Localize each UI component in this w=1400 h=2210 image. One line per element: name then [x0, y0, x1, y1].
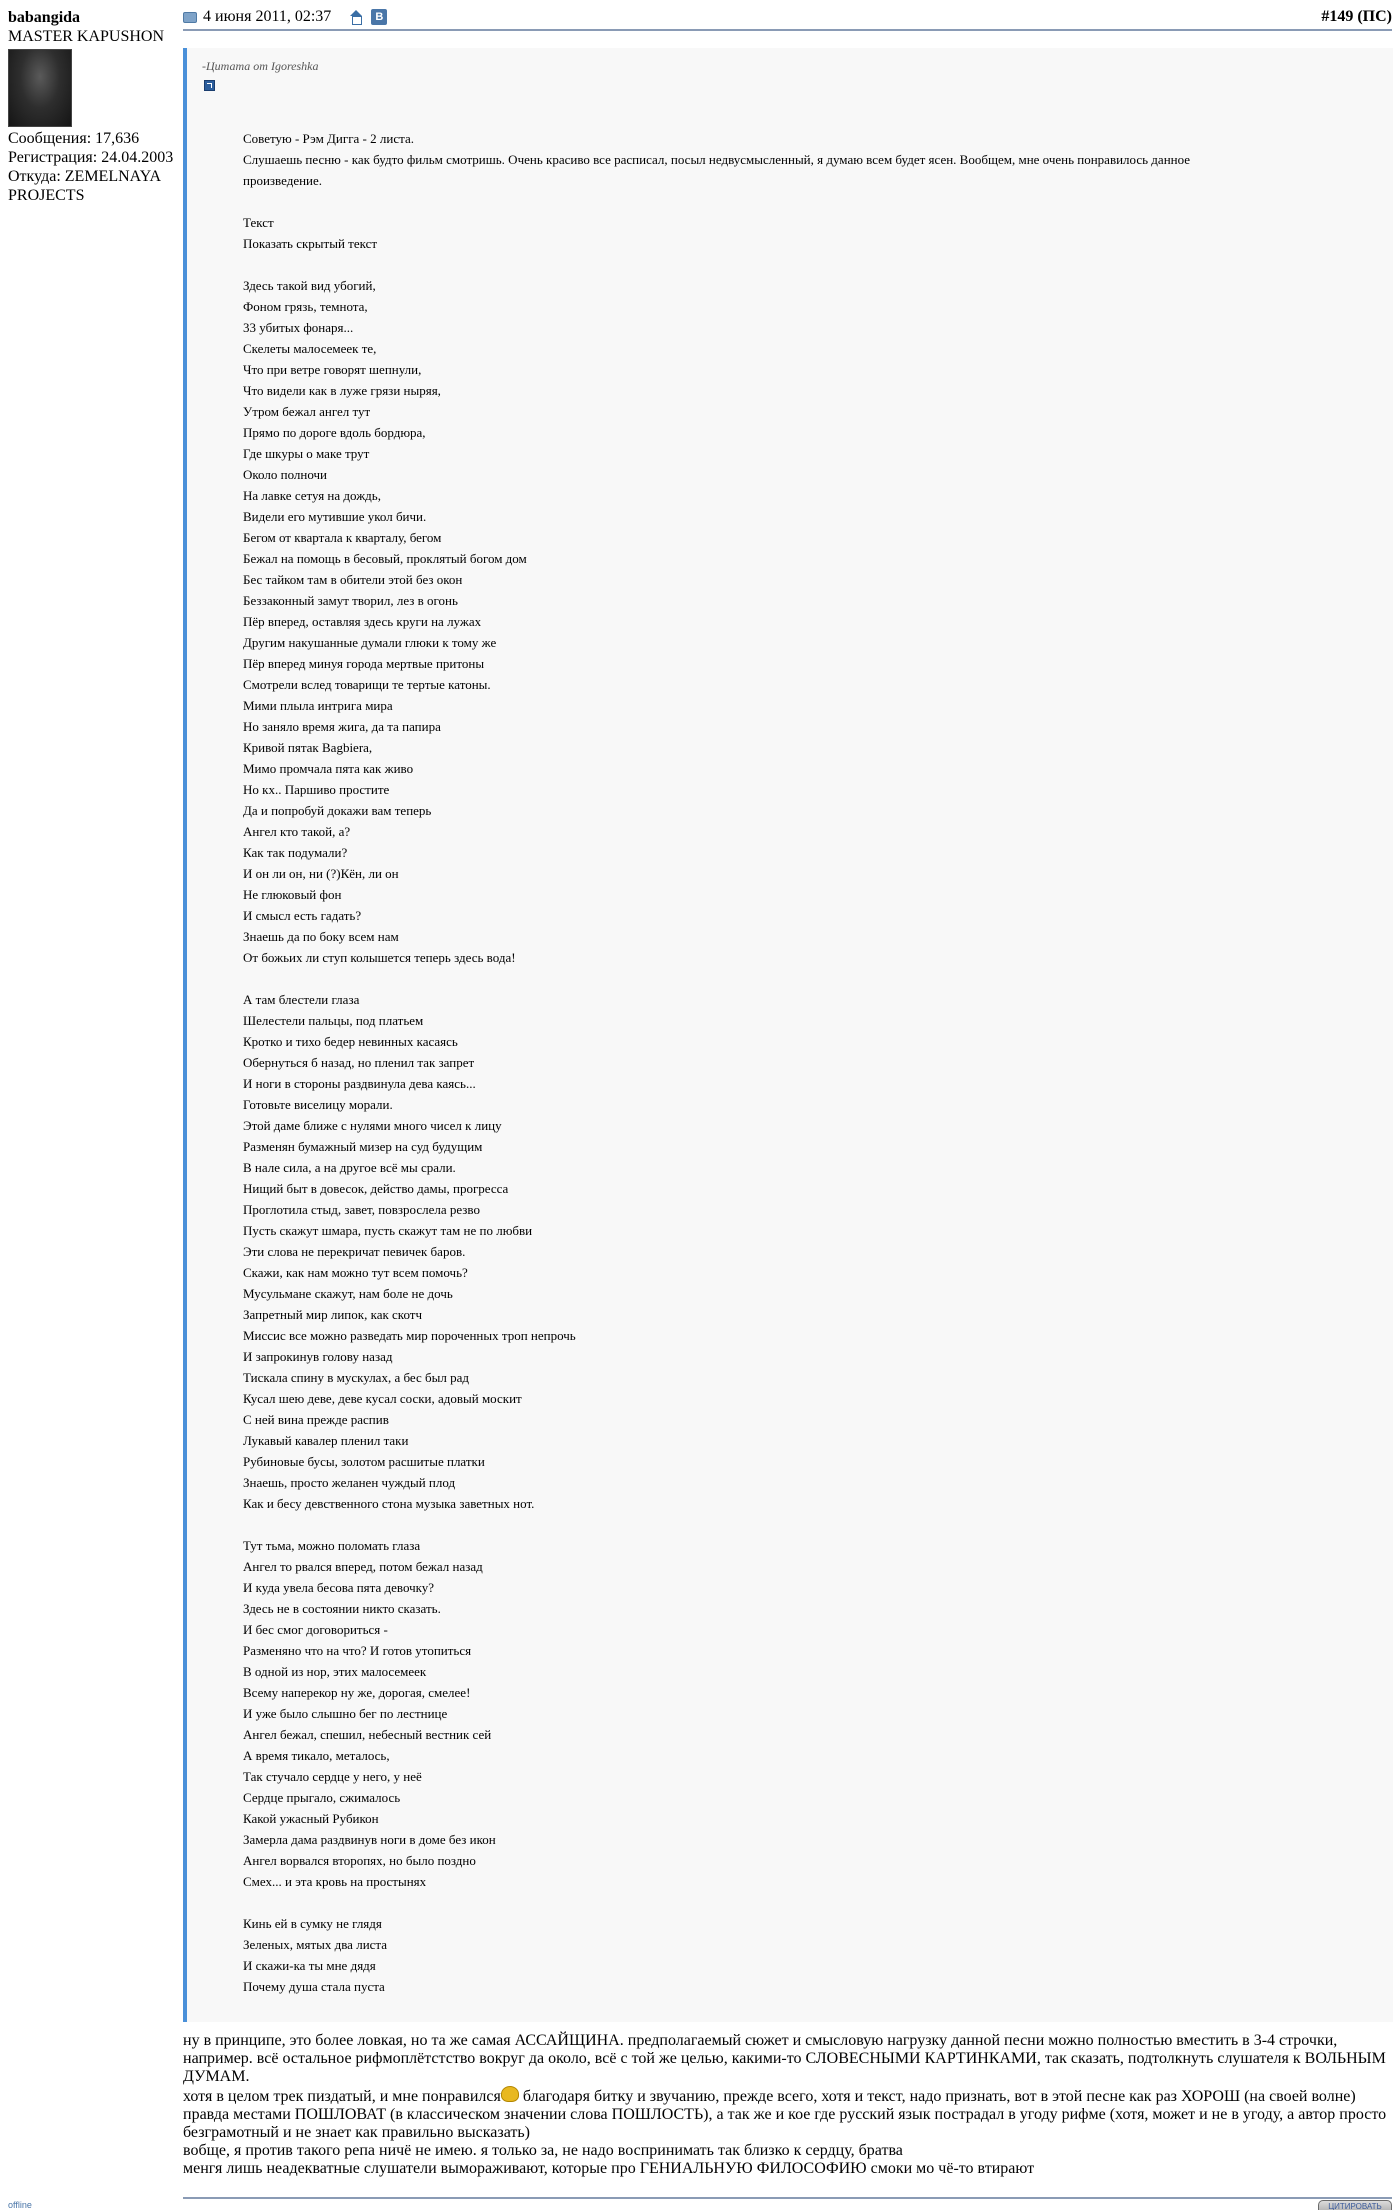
username-link[interactable]: babangida [8, 9, 81, 26]
quote-line: На лавке сетуя на дождь, [243, 488, 381, 503]
quote-line: В одной из нор, этих малосемеек [243, 1664, 427, 1679]
quote-line: С ней вина прежде распив [243, 1412, 389, 1427]
quote-line: Видели его мутившие укол бичи. [243, 509, 427, 524]
quote-line: Лукавый кавалер пленил таки [243, 1433, 409, 1448]
quote-line: И бес смог договориться - [243, 1622, 388, 1637]
post-body [183, 2032, 1393, 2178]
avatar[interactable] [8, 49, 72, 127]
body-paragraph [183, 2086, 1393, 2142]
quote-line: Знаешь да по боку всем нам [243, 929, 399, 944]
online-status: offline [8, 2200, 32, 2210]
quote-line: И куда увела бесова пята девочку? [243, 1580, 435, 1595]
post-header [183, 7, 1392, 31]
quote-line: Не глюковый фон [243, 887, 342, 902]
quote-line: Замерла дама раздвинув ноги в доме без икон [243, 1832, 496, 1847]
quote-line: Так стучало сердце у него, у неё [243, 1769, 422, 1784]
quote-line: Зеленых, мятых два листа [243, 1937, 388, 1952]
quote-line: Какой ужасный Рубикон [243, 1811, 379, 1826]
body-paragraph: ну в принципе, это более ловкая, но та же самая АССАЙЩИНА. предполагаемый сюжет и смысловую нагрузку данной песни можно полностью вместить в 3-4 строчки, например. всё остальное рифмоплётстство вокруг да около, всё с той же целью, какими-то СЛОВЕСНЫМИ КАРТИНКАМИ, так сказать, подтолкнуть слушателя к ВОЛЬНЫМ ДУМАМ. [183, 2032, 1386, 2085]
quote-line: И скажи-ка ты мне дядя [243, 1958, 376, 1973]
quote-line: Беззаконный замут творил, лез в огонь [243, 593, 458, 608]
quote-author: -Цитата от Igoreshka [202, 59, 319, 73]
user-registration-date: Регистрация: 24.04.2003 [8, 149, 174, 166]
quote-line: Кусал шею деве, деве кусал соски, адовый москит [243, 1391, 522, 1406]
thumbs-up-smiley-icon [501, 2086, 519, 2102]
home-icon[interactable] [349, 10, 363, 24]
quote-line: Мусульмане скажут, нам боле не дочь [243, 1286, 453, 1301]
quote-source-link-icon[interactable] [204, 80, 215, 91]
quote-line: Ангел то рвался вперед, потом бежал назад [243, 1559, 483, 1574]
quote-line: Но кх.. Паршиво простите [243, 782, 390, 797]
quote-line: Смех... и эта кровь на простынях [243, 1874, 427, 1889]
quote-blank-line [243, 191, 1278, 212]
quote-line: Утром бежал ангел тут [243, 404, 371, 419]
quote-line: Бегом от квартала к кварталу, бегом [243, 530, 442, 545]
quote-line: И уже было слышно бег по лестнице [243, 1706, 448, 1721]
quote-line: Эти слова не перекричат певичек баров. [243, 1244, 466, 1259]
quote-blank-line [243, 968, 1278, 989]
quote-line: Пёр вперед минуя города мертвые притоны [243, 656, 485, 671]
quote-line: А там блестели глаза [243, 992, 360, 1007]
quote-line: Нищий быт в довесок, действо дамы, прогресса [243, 1181, 509, 1196]
quote-line: Текст [243, 215, 274, 230]
body-paragraph: менгя лишь неадекватные слушатели вымораживают, которые про ГЕНИАЛЬНУЮ ФИЛОСОФИЮ смоки мо чё-то втирают [183, 2160, 1035, 2177]
quote-line: Но заняло время жига, да та папира [243, 719, 441, 734]
quote-line: Здесь не в состоянии никто сказать. [243, 1601, 441, 1616]
post-number [1321, 8, 1392, 26]
user-location: Откуда: ZEMELNAYA PROJECTS [8, 168, 161, 204]
quote-line: Запретный мир липок, как скотч [243, 1307, 422, 1322]
quote-reply-button[interactable]: ЦИТИРОВАТЬ [1318, 2200, 1392, 2210]
quote-line: Кинь ей в сумку не глядя [243, 1916, 382, 1931]
quote-line: Прямо по дороге вдоль бордюра, [243, 425, 426, 440]
quote-line: Тут тьма, можно поломать глаза [243, 1538, 421, 1553]
body-paragraph: вобще, я против такого репа ничё не имею. я только за, не надо воспринимать так близко к сердцу, братва [183, 2142, 903, 2159]
quote-line: Бежал на помощь в бесовый, проклятый богом дом [243, 551, 527, 566]
quote-line: Кривой пятак Bagbiera, [243, 740, 373, 755]
quote-line: В нале сила, а на другое всё мы срали. [243, 1160, 456, 1175]
quote-line: Советую - Рэм Дигга - 2 листа. [243, 131, 414, 146]
post-footer-divider [183, 2197, 1392, 2199]
quote-line: Мими плыла интрига мира [243, 698, 393, 713]
quote-line: Проглотила стыд, завет, повзрослела резво [243, 1202, 480, 1217]
quote-line: Смотрели вслед товарищи те тертые катоны. [243, 677, 491, 692]
quote-line: Слушаешь песню - как будто фильм смотришь. Очень красиво все расписал, посыл недвусмысленный, я думаю всем будет ясен. Вообщем, мне очень понравилось данное [243, 152, 1191, 167]
quote-text [243, 128, 1278, 1997]
quote-line: Всему наперекор ну же, дорогая, смелее! [243, 1685, 471, 1700]
quote-line: 33 убитых фонаря... [243, 320, 354, 335]
post-icon [183, 12, 197, 23]
user-messages-count: Сообщения: 17,636 [8, 130, 140, 147]
quote-blank-line [243, 1892, 1278, 1913]
quote-line: Обернуться б назад, но пленил так запрет [243, 1055, 475, 1070]
quote-line: Скелеты малосемеек те, [243, 341, 377, 356]
quote-line: Пёр вперед, оставляя здесь круги на лужах [243, 614, 482, 629]
quote-line: Скажи, как нам можно тут всем помочь? [243, 1265, 468, 1280]
quote-line: Как и бесу девственного стона музыка заветных нот. [243, 1496, 535, 1511]
quote-line: Здесь такой вид убогий, [243, 278, 376, 293]
quote-line: Мимо промчала пята как живо [243, 761, 414, 776]
quote-line: Что видели как в луже грязи ныряя, [243, 383, 441, 398]
quote-line: Ангел кто такой, а? [243, 824, 351, 839]
quote-line: Фоном грязь, темнота, [243, 299, 368, 314]
quote-line: Миссис все можно разведать мир пороченных троп непрочь [243, 1328, 576, 1343]
quote-line: Бес тайком там в обители этой без окон [243, 572, 463, 587]
quote-line: Знаешь, просто желанен чуждый плод [243, 1475, 456, 1490]
body-text-span: хотя в целом трек пиздатый, и мне понравился [183, 2088, 501, 2105]
quote-line: Показать скрытый текст [243, 236, 378, 251]
quote-line: И смысл есть гадать? [243, 908, 362, 923]
private-message-link[interactable]: (ПС) [1357, 8, 1392, 25]
quote-line: А время тикало, металось, [243, 1748, 390, 1763]
quote-blank-line [243, 254, 1278, 275]
quote-line: И ноги в стороны раздвинула дева каясь... [243, 1076, 476, 1091]
quote-line: И он ли он, ни (?)Кён, ли он [243, 866, 399, 881]
quote-line: Готовьте виселицу морали. [243, 1097, 393, 1112]
quote-line: И запрокинув голову назад [243, 1349, 393, 1364]
quote-line: Рубиновые бусы, золотом расшитые платки [243, 1454, 485, 1469]
quote-line: Пусть скажут шмара, пусть скажут там не по любви [243, 1223, 533, 1238]
post-number-link[interactable]: #149 [1321, 8, 1354, 25]
quote-line: Тискала спину в мускулах, а бес был рад [243, 1370, 469, 1385]
post-date: 4 июня 2011, 02:37 [203, 8, 332, 25]
quote-block [183, 48, 1393, 2022]
quote-line: Шелестели пальцы, под платьем [243, 1013, 424, 1028]
quote-line: Где шкуры о маке трут [243, 446, 370, 461]
quote-line: Почему душа стала пуста [243, 1979, 385, 1994]
quote-line: От божьих ли ступ колышется теперь здесь вода! [243, 950, 516, 965]
body-text-span: благодаря битку и звучанию, прежде всего, хотя и текст, надо признать, вот в этой песне как раз ХОРОШ (на своей волне) правда местами ПОШЛОВАТ (в классическом значении слова ПОШЛОСТЬ), а так же и кое где русский язык пострадал в угоду рифме (хотя, может и не в угоду, а автор просто безграмотный и не знает как правильно высказать) [183, 2088, 1387, 2141]
user-sidebar [8, 8, 178, 205]
quote-line: Как так подумали? [243, 845, 348, 860]
quote-line: Ангел бежал, спешил, небесный вестник сей [243, 1727, 492, 1742]
quote-line: Ангел ворвался второпях, но было поздно [243, 1853, 476, 1868]
vk-share-icon[interactable]: В [371, 9, 387, 25]
quote-line: Да и попробуй докажи вам теперь [243, 803, 432, 818]
quote-line: Этой даме ближе с нулями много чисел к лицу [243, 1118, 502, 1133]
quote-line: Что при ветре говорят шепнули, [243, 362, 422, 377]
quote-line: Кротко и тихо бедер невинных касаясь [243, 1034, 458, 1049]
quote-line: Разменян бумажный мизер на суд будущим [243, 1139, 483, 1154]
user-title: MASTER KAPUSHON [8, 28, 165, 45]
quote-line: Сердце прыгало, сжималось [243, 1790, 401, 1805]
quote-line: Другим накушанные думали глюки к тому же [243, 635, 497, 650]
quote-line: Разменяно что на что? И готов утопиться [243, 1643, 472, 1658]
quote-blank-line [243, 1514, 1278, 1535]
quote-line: Около полночи [243, 467, 327, 482]
quote-line: произведение. [243, 173, 323, 188]
